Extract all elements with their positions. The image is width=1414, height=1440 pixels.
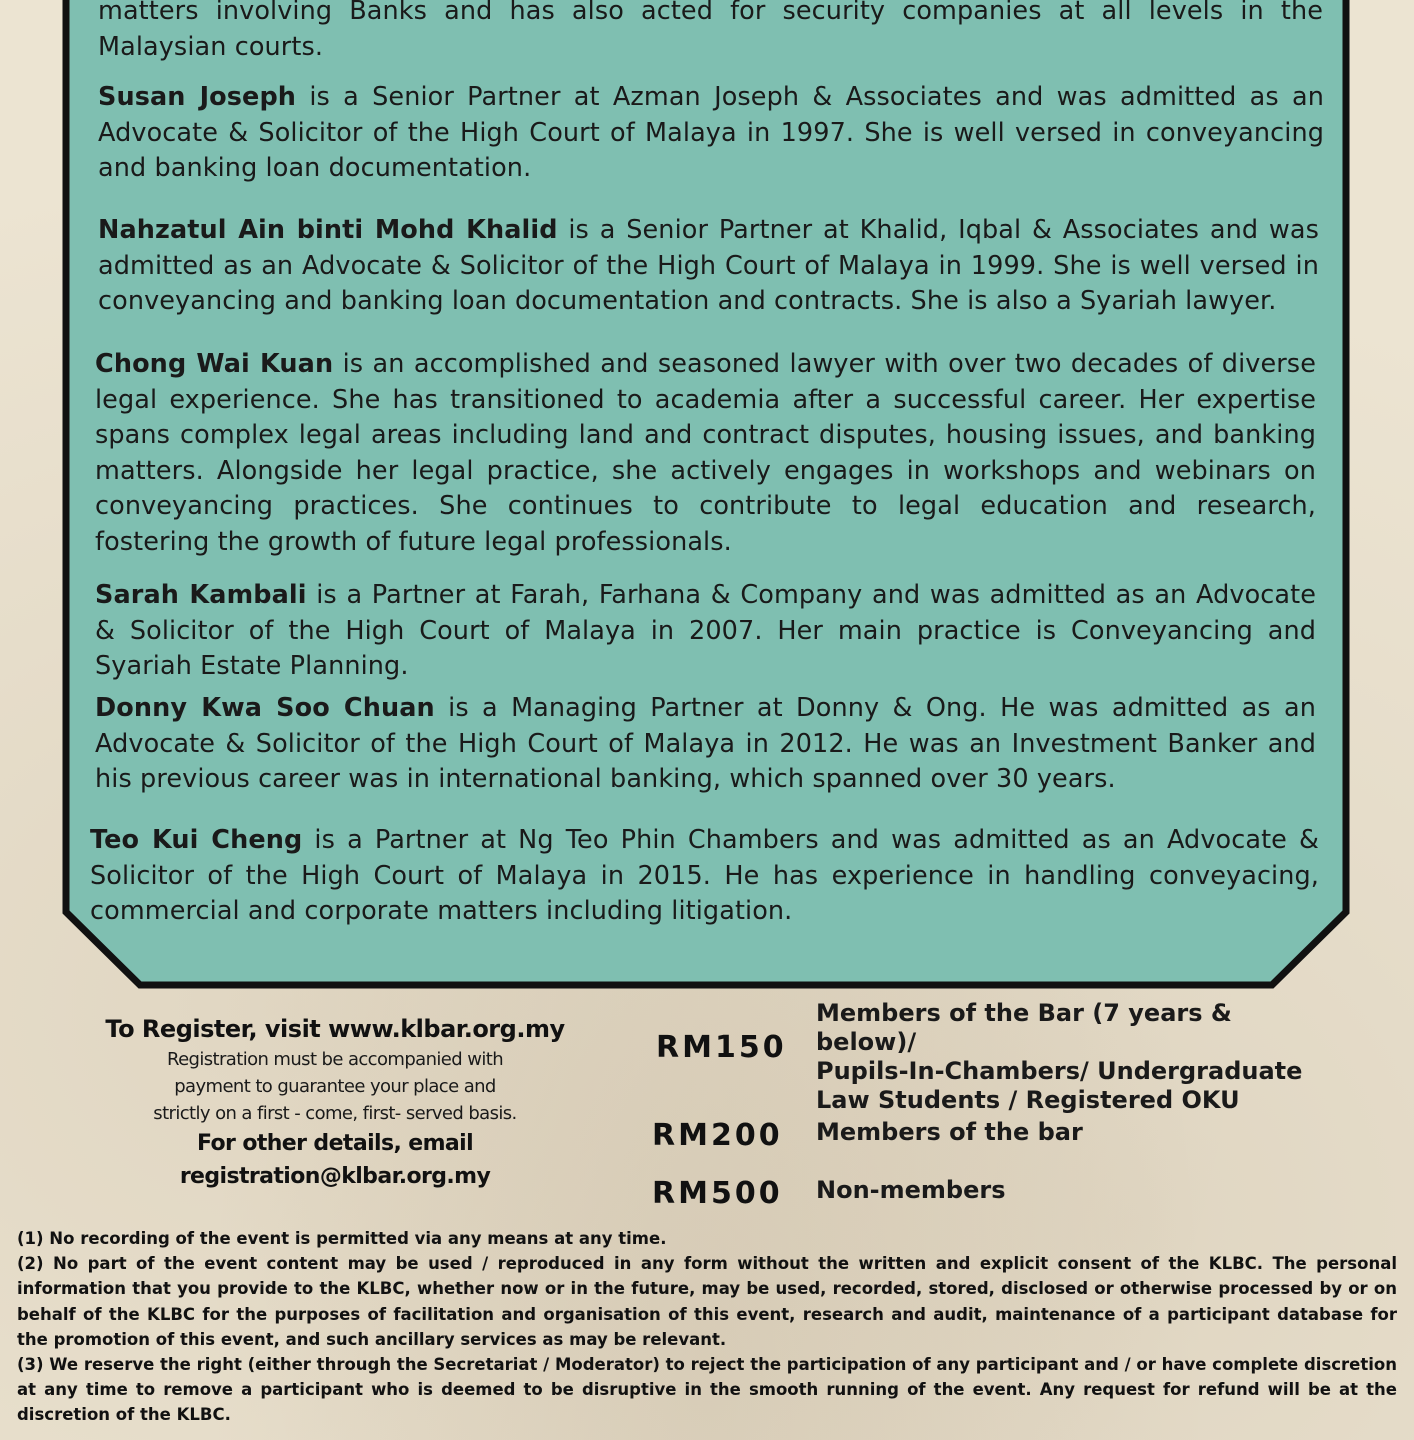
register-note-line: Registration must be accompanied with [166, 1049, 504, 1070]
speaker-name: Sarah Kambali [95, 580, 307, 610]
bio-chong-wai-kuan: Chong Wai Kuan is an accomplished and seasoned lawyer with over two decades of diverse legal experience. She has transitioned to academia after a successful career. Her expertise spans complex legal areas including land and contract disputes, housing issues, and banking matters. Alongside her legal practice, she actively engages in workshops and webinars on conveyancing practices. She continues to contribute to legal education and research, fostering the growth of future legal professionals. [95, 349, 1316, 557]
term-item: (2) No part of the event content may be used / reproduced in any form without the written and explicit consent of the KLBC. The personal information that you provide to the KLBC, whether now or in the future, may be used, recorded, stored, disclosed or otherwise processed by or on behalf of the KLBC for the purposes of facilitation and organisation of this event, research and audit, maintenance of a participant database for the promotion of this event, and such ancillary services as may be relevant. [17, 1254, 1397, 1349]
email-label: For other details, email [196, 1131, 474, 1156]
term-item: (3) We reserve the right (either through the Secretariat / Moderator) to reject the participation of any participant and / or have complete discretion at any time to remove a participant who is deemed to be disruptive in the smooth running of the event. Any request for refund will be at the discretion of the KLBC. [17, 1355, 1397, 1425]
register-note-line: payment to guarantee your place and [174, 1076, 496, 1097]
bio-teo-kui-cheng: Teo Kui Cheng is a Partner at Ng Teo Phin Chambers and was admitted as an Advocate & Solicitor of the High Court of Malaya in 2015. He has experience in handling conveyacing, commercial and corporate matters including litigation. [90, 825, 1320, 926]
price-description: Members of the Bar (7 years & below)/ Pupils-In-Chambers/ Undergraduate Law Students / Registered OKU [816, 999, 1303, 1114]
bio-nahzatul-ain: Nahzatul Ain binti Mohd Khalid is a Senior Partner at Khalid, Iqbal & Associates and was admitted as an Advocate & Solicitor of the High Court of Malaya in 1999. She is well versed in conveyancing and banking loan documentation and contracts. She is also a Syariah lawyer. [98, 215, 1319, 316]
register-note-line: strictly on a first - come, first- served basis. [153, 1103, 517, 1124]
speaker-name: Teo Kui Cheng [90, 825, 303, 855]
price-amount: RM200 [652, 1118, 783, 1153]
bio-sarah-kambali: Sarah Kambali is a Partner at Farah, Farhana & Company and was admitted as an Advocate & Solicitor of the High Court of Malaya in 2007. Her main practice is Conveyancing and Syariah Estate Planning. [95, 580, 1316, 681]
speaker-name: Donny Kwa Soo Chuan [95, 693, 435, 723]
bio-donny-kwa: Donny Kwa Soo Chuan is a Managing Partner at Donny & Ong. He was admitted as an Advocate & Solicitor of the High Court of Malaya in 2012. He was an Investment Banker and his previous career was in international banking, which spanned over 30 years. [95, 693, 1317, 794]
terms-and-conditions [17, 1226, 1397, 1428]
price-description: Non-members [816, 1176, 1006, 1204]
email-link[interactable]: registration@klbar.org.my [179, 1164, 491, 1189]
register-title[interactable]: To Register, visit www.klbar.org.my [105, 1015, 565, 1043]
term-item: (1) No recording of the event is permitted via any means at any time. [17, 1229, 667, 1248]
bio-susan-joseph: Susan Joseph is a Senior Partner at Azman Joseph & Associates and was admitted as an Advocate & Solicitor of the High Court of Malaya in 1997. She is well versed in conveyancing and banking loan documentation. [98, 82, 1324, 183]
price-amount: RM150 [656, 1030, 787, 1065]
speaker-name: Nahzatul Ain binti Mohd Khalid [98, 215, 558, 245]
speaker-name: Susan Joseph [98, 82, 297, 112]
price-amount: RM500 [652, 1176, 783, 1211]
bio-continuation: matters involving Banks and has also acted for security companies at all levels in the Malaysian courts. [98, 0, 1323, 62]
speaker-name: Chong Wai Kuan [95, 349, 334, 379]
registration-info [80, 1012, 590, 1193]
price-description: Members of the bar [816, 1118, 1083, 1146]
